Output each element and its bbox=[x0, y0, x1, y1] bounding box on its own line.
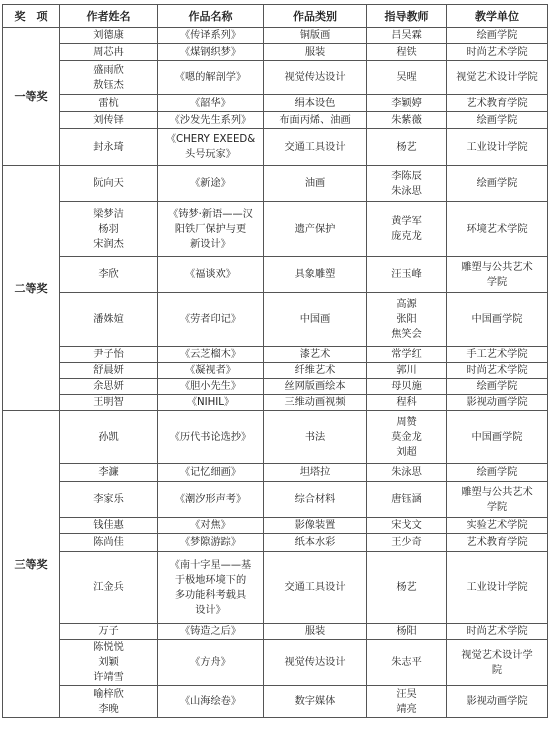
category-cell: 漆艺术 bbox=[264, 347, 367, 363]
work-cell: 《新途》 bbox=[158, 166, 264, 202]
category-cell: 综合材料 bbox=[264, 482, 367, 518]
author-cell: 喻梓欣 李晚 bbox=[60, 686, 158, 718]
author-cell: 封永琦 bbox=[60, 129, 158, 166]
work-cell: 《嗯的解剖学》 bbox=[158, 61, 264, 95]
unit-cell: 时尚艺术学院 bbox=[447, 624, 548, 640]
header-award: 奖 项 bbox=[3, 5, 60, 28]
unit-cell: 绘画学院 bbox=[447, 379, 548, 395]
table-row bbox=[3, 112, 548, 129]
work-cell: 《方舟》 bbox=[158, 640, 264, 686]
table-row bbox=[3, 44, 548, 61]
work-cell: 《传译系列》 bbox=[158, 28, 264, 44]
teacher-cell: 杨艺 bbox=[367, 129, 447, 166]
category-cell: 布面丙烯、油画 bbox=[264, 112, 367, 129]
teacher-cell: 周赞 莫金龙 刘超 bbox=[367, 411, 447, 464]
work-cell: 《记忆细画》 bbox=[158, 464, 264, 482]
table-row bbox=[3, 379, 548, 395]
unit-cell: 绘画学院 bbox=[447, 112, 548, 129]
author-cell: 潘姝媗 bbox=[60, 293, 158, 347]
teacher-cell: 汪玉峰 bbox=[367, 257, 447, 293]
teacher-cell: 黄学军 庞克龙 bbox=[367, 202, 447, 257]
unit-cell: 工业设计学院 bbox=[447, 552, 548, 624]
unit-cell: 艺术教育学院 bbox=[447, 95, 548, 112]
category-cell: 遗产保护 bbox=[264, 202, 367, 257]
category-cell: 影像装置 bbox=[264, 518, 367, 534]
author-cell: 钱佳惠 bbox=[60, 518, 158, 534]
table-row bbox=[3, 624, 548, 640]
header-teacher: 指导教师 bbox=[367, 5, 447, 28]
teacher-cell: 唐钰涵 bbox=[367, 482, 447, 518]
table-row bbox=[3, 363, 548, 379]
unit-cell: 中国画学院 bbox=[447, 293, 548, 347]
header-row bbox=[3, 5, 548, 28]
author-cell: 尹子怡 bbox=[60, 347, 158, 363]
category-cell: 三维动画视频 bbox=[264, 395, 367, 411]
teacher-cell: 杨阳 bbox=[367, 624, 447, 640]
work-cell: 《NIHIL》 bbox=[158, 395, 264, 411]
work-cell: 《凝视者》 bbox=[158, 363, 264, 379]
category-cell: 丝网版画绘本 bbox=[264, 379, 367, 395]
category-cell: 绢本设色 bbox=[264, 95, 367, 112]
category-cell: 服装 bbox=[264, 44, 367, 61]
table-row bbox=[3, 395, 548, 411]
work-cell: 《南十字星——基 于极地环境下的 多功能科考载具 设计》 bbox=[158, 552, 264, 624]
table-row bbox=[3, 464, 548, 482]
author-cell: 陈尚佳 bbox=[60, 534, 158, 552]
category-cell: 铜版画 bbox=[264, 28, 367, 44]
table-row bbox=[3, 640, 548, 686]
work-cell: 《梦隙游踪》 bbox=[158, 534, 264, 552]
unit-cell: 视觉艺术设计学 院 bbox=[447, 640, 548, 686]
table-row bbox=[3, 347, 548, 363]
category-cell: 视觉传达设计 bbox=[264, 61, 367, 95]
author-cell: 舒晨妍 bbox=[60, 363, 158, 379]
author-cell: 刘传铎 bbox=[60, 112, 158, 129]
teacher-cell: 程科 bbox=[367, 395, 447, 411]
table-row bbox=[3, 293, 548, 347]
teacher-cell: 朱紫薇 bbox=[367, 112, 447, 129]
author-cell: 李欣 bbox=[60, 257, 158, 293]
work-cell: 《云芝榴木》 bbox=[158, 347, 264, 363]
unit-cell: 绘画学院 bbox=[447, 464, 548, 482]
header-author: 作者姓名 bbox=[60, 5, 158, 28]
table-row bbox=[3, 166, 548, 202]
category-cell: 视觉传达设计 bbox=[264, 640, 367, 686]
teacher-cell: 朱泳思 bbox=[367, 464, 447, 482]
table-row bbox=[3, 61, 548, 95]
work-cell: 《铸梦·新语——汉 阳铁厂保护与更 新设计》 bbox=[158, 202, 264, 257]
unit-cell: 时尚艺术学院 bbox=[447, 44, 548, 61]
award-cell: 一等奖 bbox=[3, 28, 60, 166]
unit-cell: 影视动画学院 bbox=[447, 686, 548, 718]
award-cell: 二等奖 bbox=[3, 166, 60, 411]
awards-table bbox=[2, 4, 548, 718]
work-cell: 《对焦》 bbox=[158, 518, 264, 534]
unit-cell: 绘画学院 bbox=[447, 166, 548, 202]
teacher-cell: 宋戈文 bbox=[367, 518, 447, 534]
teacher-cell: 程铁 bbox=[367, 44, 447, 61]
unit-cell: 艺术教育学院 bbox=[447, 534, 548, 552]
category-cell: 服装 bbox=[264, 624, 367, 640]
author-cell: 孙凯 bbox=[60, 411, 158, 464]
unit-cell: 影视动画学院 bbox=[447, 395, 548, 411]
unit-cell: 中国画学院 bbox=[447, 411, 548, 464]
table-row bbox=[3, 411, 548, 464]
unit-cell: 雕塑与公共艺术 学院 bbox=[447, 482, 548, 518]
category-cell: 交通工具设计 bbox=[264, 552, 367, 624]
category-cell: 交通工具设计 bbox=[264, 129, 367, 166]
work-cell: 《潮汐形声考》 bbox=[158, 482, 264, 518]
teacher-cell: 吕吴霖 bbox=[367, 28, 447, 44]
table-row bbox=[3, 95, 548, 112]
teacher-cell: 高源 张阳 焦笑会 bbox=[367, 293, 447, 347]
author-cell: 万子 bbox=[60, 624, 158, 640]
unit-cell: 时尚艺术学院 bbox=[447, 363, 548, 379]
author-cell: 李濂 bbox=[60, 464, 158, 482]
category-cell: 坦塔拉 bbox=[264, 464, 367, 482]
work-cell: 《铸造之后》 bbox=[158, 624, 264, 640]
work-cell: 《劳者印记》 bbox=[158, 293, 264, 347]
teacher-cell: 杨艺 bbox=[367, 552, 447, 624]
author-cell: 王明智 bbox=[60, 395, 158, 411]
teacher-cell: 李陈辰 朱泳思 bbox=[367, 166, 447, 202]
teacher-cell: 常学红 bbox=[367, 347, 447, 363]
table-row bbox=[3, 202, 548, 257]
work-cell: 《福谈欢》 bbox=[158, 257, 264, 293]
unit-cell: 工业设计学院 bbox=[447, 129, 548, 166]
teacher-cell: 王少奇 bbox=[367, 534, 447, 552]
category-cell: 具象雕塑 bbox=[264, 257, 367, 293]
unit-cell: 环境艺术学院 bbox=[447, 202, 548, 257]
author-cell: 江金兵 bbox=[60, 552, 158, 624]
teacher-cell: 母贝施 bbox=[367, 379, 447, 395]
work-cell: 《山海绘卷》 bbox=[158, 686, 264, 718]
work-cell: 《CHERY EXEED& 头号玩家》 bbox=[158, 129, 264, 166]
teacher-cell: 郭川 bbox=[367, 363, 447, 379]
unit-cell: 视觉艺术设计学院 bbox=[447, 61, 548, 95]
header-unit: 教学单位 bbox=[447, 5, 548, 28]
header-category: 作品类别 bbox=[264, 5, 367, 28]
unit-cell: 手工艺术学院 bbox=[447, 347, 548, 363]
teacher-cell: 李颖婷 bbox=[367, 95, 447, 112]
table-row bbox=[3, 686, 548, 718]
work-cell: 《历代书论选抄》 bbox=[158, 411, 264, 464]
table-row bbox=[3, 482, 548, 518]
table-row bbox=[3, 552, 548, 624]
teacher-cell: 朱志平 bbox=[367, 640, 447, 686]
author-cell: 雷杭 bbox=[60, 95, 158, 112]
category-cell: 书法 bbox=[264, 411, 367, 464]
teacher-cell: 吴暒 bbox=[367, 61, 447, 95]
author-cell: 刘德康 bbox=[60, 28, 158, 44]
category-cell: 数字媒体 bbox=[264, 686, 367, 718]
category-cell: 油画 bbox=[264, 166, 367, 202]
author-cell: 周芯冉 bbox=[60, 44, 158, 61]
author-cell: 李家乐 bbox=[60, 482, 158, 518]
work-cell: 《胆小先生》 bbox=[158, 379, 264, 395]
category-cell: 纤维艺术 bbox=[264, 363, 367, 379]
author-cell: 梁梦洁 杨羽 宋润杰 bbox=[60, 202, 158, 257]
table-row bbox=[3, 534, 548, 552]
category-cell: 中国画 bbox=[264, 293, 367, 347]
work-cell: 《煤钢织梦》 bbox=[158, 44, 264, 61]
header-work: 作品名称 bbox=[158, 5, 264, 28]
table-row bbox=[3, 257, 548, 293]
work-cell: 《韶华》 bbox=[158, 95, 264, 112]
author-cell: 盛雨欣 敖钰杰 bbox=[60, 61, 158, 95]
category-cell: 纸本水彩 bbox=[264, 534, 367, 552]
table-row bbox=[3, 129, 548, 166]
table-body bbox=[3, 28, 548, 718]
unit-cell: 雕塑与公共艺术 学院 bbox=[447, 257, 548, 293]
teacher-cell: 汪昊 靖亮 bbox=[367, 686, 447, 718]
author-cell: 余思妍 bbox=[60, 379, 158, 395]
work-cell: 《沙发先生系列》 bbox=[158, 112, 264, 129]
award-cell: 三等奖 bbox=[3, 411, 60, 718]
unit-cell: 实验艺术学院 bbox=[447, 518, 548, 534]
table-row bbox=[3, 518, 548, 534]
author-cell: 阮向天 bbox=[60, 166, 158, 202]
table-row bbox=[3, 28, 548, 44]
unit-cell: 绘画学院 bbox=[447, 28, 548, 44]
author-cell: 陈悦悦 刘颖 许靖雪 bbox=[60, 640, 158, 686]
